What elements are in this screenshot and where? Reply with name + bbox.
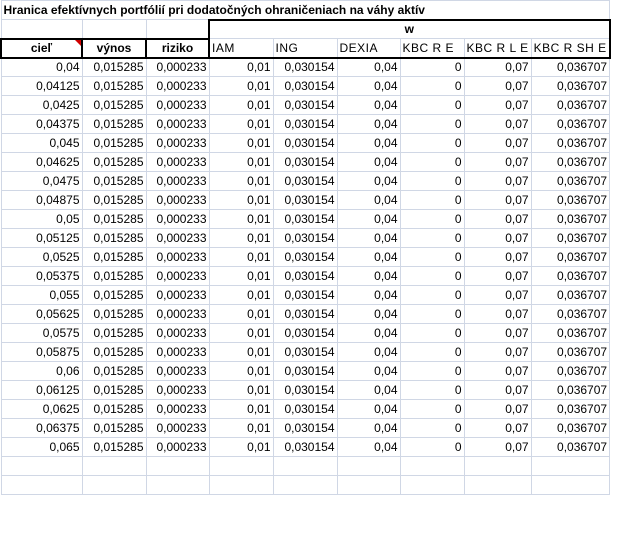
cell-kbc-rshe[interactable]: 0,036707: [531, 286, 610, 305]
cell-ciel[interactable]: 0,065: [1, 438, 82, 457]
cell-vynos[interactable]: 0,015285: [82, 229, 146, 248]
sheet-title[interactable]: Hranica efektívnych portfólií pri dodatočných ohraničeniach na váhy aktív: [1, 1, 610, 20]
cell-kbc-rle[interactable]: 0,07: [464, 248, 531, 267]
cell-dexia[interactable]: 0,04: [337, 153, 400, 172]
table-row: [1, 267, 610, 286]
cell-iam[interactable]: 0,01: [209, 229, 273, 248]
cell-kbc-rshe[interactable]: 0,036707: [531, 324, 610, 343]
cell-ciel[interactable]: 0,06: [1, 362, 82, 381]
header-asset-ing[interactable]: ING: [273, 39, 337, 58]
cell-riziko[interactable]: 0,000233: [146, 305, 209, 324]
cell-iam[interactable]: 0,01: [209, 381, 273, 400]
title-row: [1, 1, 610, 20]
cell-kbc-rshe[interactable]: 0,036707: [531, 210, 610, 229]
cell-ciel[interactable]: 0,06125: [1, 381, 82, 400]
cell-kbc-re[interactable]: 0: [400, 96, 464, 115]
cell-dexia[interactable]: 0,04: [337, 248, 400, 267]
cell-kbc-rle[interactable]: 0,07: [464, 362, 531, 381]
cell-vynos[interactable]: 0,015285: [82, 324, 146, 343]
cell-vynos[interactable]: 0,015285: [82, 267, 146, 286]
cell-kbc-rle[interactable]: 0,07: [464, 191, 531, 210]
cell-riziko[interactable]: 0,000233: [146, 343, 209, 362]
cell-riziko[interactable]: 0,000233: [146, 115, 209, 134]
cell-iam[interactable]: 0,01: [209, 343, 273, 362]
cell-vynos[interactable]: 0,015285: [82, 286, 146, 305]
cell-kbc-rle[interactable]: 0,07: [464, 343, 531, 362]
cell-kbc-re[interactable]: 0: [400, 191, 464, 210]
cell-dexia[interactable]: 0,04: [337, 229, 400, 248]
table-row: [1, 210, 610, 229]
header-asset-kbc-rle[interactable]: KBC R L E: [464, 39, 531, 58]
weights-group-header[interactable]: w: [209, 20, 610, 39]
cell-kbc-rle[interactable]: 0,07: [464, 419, 531, 438]
cell-iam[interactable]: 0,01: [209, 134, 273, 153]
cell-kbc-re[interactable]: 0: [400, 115, 464, 134]
cell-riziko[interactable]: 0,000233: [146, 191, 209, 210]
cell-vynos[interactable]: 0,015285: [82, 115, 146, 134]
cell-kbc-rle[interactable]: 0,07: [464, 400, 531, 419]
cell-dexia[interactable]: 0,04: [337, 210, 400, 229]
cell-iam[interactable]: 0,01: [209, 248, 273, 267]
cell-dexia[interactable]: 0,04: [337, 324, 400, 343]
cell-vynos[interactable]: 0,015285: [82, 153, 146, 172]
cell-vynos[interactable]: 0,015285: [82, 438, 146, 457]
table-row: [1, 381, 610, 400]
cell-iam[interactable]: 0,01: [209, 77, 273, 96]
cell-riziko[interactable]: 0,000233: [146, 229, 209, 248]
cell-kbc-rshe[interactable]: 0,036707: [531, 305, 610, 324]
empty-cell[interactable]: [146, 20, 209, 39]
cell-vynos[interactable]: 0,015285: [82, 77, 146, 96]
cell-vynos[interactable]: 0,015285: [82, 419, 146, 438]
cell-kbc-rshe[interactable]: 0,036707: [531, 267, 610, 286]
cell-ing[interactable]: 0,030154: [273, 362, 337, 381]
cell-ciel[interactable]: 0,0525: [1, 248, 82, 267]
cell-dexia[interactable]: 0,04: [337, 419, 400, 438]
cell-ciel[interactable]: 0,05125: [1, 229, 82, 248]
header-riziko[interactable]: riziko: [146, 39, 209, 58]
cell-dexia[interactable]: 0,04: [337, 115, 400, 134]
cell-iam[interactable]: 0,01: [209, 153, 273, 172]
cell-riziko[interactable]: 0,000233: [146, 438, 209, 457]
cell-ciel[interactable]: 0,04625: [1, 153, 82, 172]
cell-kbc-rle[interactable]: 0,07: [464, 267, 531, 286]
cell-ing[interactable]: 0,030154: [273, 248, 337, 267]
cell-riziko[interactable]: 0,000233: [146, 96, 209, 115]
cell-iam[interactable]: 0,01: [209, 210, 273, 229]
empty-cell[interactable]: [82, 476, 146, 495]
cell-ciel[interactable]: 0,055: [1, 286, 82, 305]
empty-cell[interactable]: [337, 457, 400, 476]
cell-kbc-rle[interactable]: 0,07: [464, 210, 531, 229]
empty-cell[interactable]: [464, 476, 531, 495]
cell-ing[interactable]: 0,030154: [273, 172, 337, 191]
cell-ing[interactable]: 0,030154: [273, 191, 337, 210]
empty-cell[interactable]: [1, 457, 82, 476]
comment-indicator-icon[interactable]: [75, 40, 81, 46]
cell-kbc-rle[interactable]: 0,07: [464, 286, 531, 305]
cell-ciel[interactable]: 0,05: [1, 210, 82, 229]
table-row: [1, 153, 610, 172]
cell-ing[interactable]: 0,030154: [273, 419, 337, 438]
cell-dexia[interactable]: 0,04: [337, 191, 400, 210]
cell-vynos[interactable]: 0,015285: [82, 362, 146, 381]
cell-vynos[interactable]: 0,015285: [82, 210, 146, 229]
cell-dexia[interactable]: 0,04: [337, 362, 400, 381]
cell-kbc-re[interactable]: 0: [400, 58, 464, 77]
cell-ing[interactable]: 0,030154: [273, 58, 337, 77]
cell-dexia[interactable]: 0,04: [337, 305, 400, 324]
empty-cell[interactable]: [209, 476, 273, 495]
cell-riziko[interactable]: 0,000233: [146, 58, 209, 77]
empty-cell[interactable]: [273, 476, 337, 495]
cell-iam[interactable]: 0,01: [209, 324, 273, 343]
cell-kbc-re[interactable]: 0: [400, 248, 464, 267]
header-asset-dexia[interactable]: DEXIA: [337, 39, 400, 58]
table-row: [1, 248, 610, 267]
empty-row: [1, 476, 610, 495]
cell-kbc-re[interactable]: 0: [400, 153, 464, 172]
cell-dexia[interactable]: 0,04: [337, 134, 400, 153]
cell-kbc-rshe[interactable]: 0,036707: [531, 172, 610, 191]
cell-iam[interactable]: 0,01: [209, 305, 273, 324]
cell-kbc-re[interactable]: 0: [400, 134, 464, 153]
cell-kbc-rshe[interactable]: 0,036707: [531, 77, 610, 96]
cell-kbc-rshe[interactable]: 0,036707: [531, 58, 610, 77]
cell-vynos[interactable]: 0,015285: [82, 248, 146, 267]
cell-iam[interactable]: 0,01: [209, 172, 273, 191]
cell-kbc-re[interactable]: 0: [400, 343, 464, 362]
cell-ing[interactable]: 0,030154: [273, 115, 337, 134]
cell-kbc-rle[interactable]: 0,07: [464, 58, 531, 77]
cell-kbc-rshe[interactable]: 0,036707: [531, 248, 610, 267]
empty-cell[interactable]: [400, 457, 464, 476]
cell-ing[interactable]: 0,030154: [273, 153, 337, 172]
header-ciel-label: cieľ: [30, 41, 53, 55]
cell-dexia[interactable]: 0,04: [337, 381, 400, 400]
cell-kbc-re[interactable]: 0: [400, 172, 464, 191]
cell-ing[interactable]: 0,030154: [273, 77, 337, 96]
cell-ciel[interactable]: 0,04875: [1, 191, 82, 210]
cell-ciel[interactable]: 0,05875: [1, 343, 82, 362]
cell-ing[interactable]: 0,030154: [273, 305, 337, 324]
table-row: [1, 343, 610, 362]
cell-iam[interactable]: 0,01: [209, 400, 273, 419]
cell-kbc-rle[interactable]: 0,07: [464, 172, 531, 191]
weights-header-row: [1, 20, 610, 39]
cell-kbc-rle[interactable]: 0,07: [464, 381, 531, 400]
cell-kbc-re[interactable]: 0: [400, 305, 464, 324]
cell-iam[interactable]: 0,01: [209, 362, 273, 381]
cell-kbc-rshe[interactable]: 0,036707: [531, 153, 610, 172]
cell-ing[interactable]: 0,030154: [273, 343, 337, 362]
cell-iam[interactable]: 0,01: [209, 419, 273, 438]
cell-kbc-re[interactable]: 0: [400, 267, 464, 286]
empty-cell[interactable]: [82, 457, 146, 476]
table-row: [1, 286, 610, 305]
cell-kbc-rle[interactable]: 0,07: [464, 115, 531, 134]
cell-riziko[interactable]: 0,000233: [146, 419, 209, 438]
cell-riziko[interactable]: 0,000233: [146, 248, 209, 267]
cell-iam[interactable]: 0,01: [209, 96, 273, 115]
empty-cell[interactable]: [1, 476, 82, 495]
cell-dexia[interactable]: 0,04: [337, 343, 400, 362]
cell-dexia[interactable]: 0,04: [337, 77, 400, 96]
cell-kbc-rshe[interactable]: 0,036707: [531, 381, 610, 400]
cell-ing[interactable]: 0,030154: [273, 229, 337, 248]
cell-kbc-rshe[interactable]: 0,036707: [531, 362, 610, 381]
cell-iam[interactable]: 0,01: [209, 115, 273, 134]
cell-ciel[interactable]: 0,04: [1, 58, 82, 77]
cell-kbc-rle[interactable]: 0,07: [464, 438, 531, 457]
empty-cell[interactable]: [209, 457, 273, 476]
cell-kbc-rle[interactable]: 0,07: [464, 134, 531, 153]
table-row: [1, 438, 610, 457]
table-row: [1, 134, 610, 153]
cell-iam[interactable]: 0,01: [209, 191, 273, 210]
empty-cell[interactable]: [531, 476, 610, 495]
cell-ing[interactable]: 0,030154: [273, 324, 337, 343]
cell-iam[interactable]: 0,01: [209, 267, 273, 286]
cell-kbc-re[interactable]: 0: [400, 229, 464, 248]
cell-kbc-re[interactable]: 0: [400, 438, 464, 457]
table-row: [1, 324, 610, 343]
cell-kbc-re[interactable]: 0: [400, 362, 464, 381]
cell-ciel[interactable]: 0,05375: [1, 267, 82, 286]
cell-kbc-rshe[interactable]: 0,036707: [531, 343, 610, 362]
table-row: [1, 96, 610, 115]
table-row: [1, 362, 610, 381]
empty-cell[interactable]: [400, 476, 464, 495]
cell-vynos[interactable]: 0,015285: [82, 58, 146, 77]
empty-cell[interactable]: [531, 457, 610, 476]
cell-riziko[interactable]: 0,000233: [146, 267, 209, 286]
cell-ing[interactable]: 0,030154: [273, 286, 337, 305]
cell-kbc-re[interactable]: 0: [400, 381, 464, 400]
cell-kbc-rle[interactable]: 0,07: [464, 153, 531, 172]
cell-kbc-re[interactable]: 0: [400, 77, 464, 96]
empty-cell[interactable]: [1, 20, 82, 39]
cell-ing[interactable]: 0,030154: [273, 96, 337, 115]
cell-vynos[interactable]: 0,015285: [82, 96, 146, 115]
empty-cell[interactable]: [464, 457, 531, 476]
cell-dexia[interactable]: 0,04: [337, 400, 400, 419]
cell-ciel[interactable]: 0,05625: [1, 305, 82, 324]
cell-riziko[interactable]: 0,000233: [146, 324, 209, 343]
cell-vynos[interactable]: 0,015285: [82, 172, 146, 191]
cell-kbc-re[interactable]: 0: [400, 400, 464, 419]
table-row: [1, 172, 610, 191]
cell-vynos[interactable]: 0,015285: [82, 381, 146, 400]
cell-dexia[interactable]: 0,04: [337, 438, 400, 457]
header-asset-kbc-re[interactable]: KBC R E: [400, 39, 464, 58]
cell-ciel[interactable]: 0,0575: [1, 324, 82, 343]
cell-ing[interactable]: 0,030154: [273, 267, 337, 286]
empty-cell[interactable]: [146, 457, 209, 476]
empty-cell[interactable]: [82, 20, 146, 39]
table-row: [1, 400, 610, 419]
table-row: [1, 229, 610, 248]
cell-kbc-rshe[interactable]: 0,036707: [531, 191, 610, 210]
cell-kbc-rshe[interactable]: 0,036707: [531, 96, 610, 115]
header-asset-iam[interactable]: IAM: [209, 39, 273, 58]
table-row: [1, 58, 610, 77]
cell-riziko[interactable]: 0,000233: [146, 286, 209, 305]
cell-riziko[interactable]: 0,000233: [146, 134, 209, 153]
cell-iam[interactable]: 0,01: [209, 438, 273, 457]
cell-kbc-rshe[interactable]: 0,036707: [531, 134, 610, 153]
table-row: [1, 115, 610, 134]
cell-vynos[interactable]: 0,015285: [82, 343, 146, 362]
header-ciel[interactable]: [1, 39, 82, 58]
cell-riziko[interactable]: 0,000233: [146, 362, 209, 381]
cell-kbc-rle[interactable]: 0,07: [464, 229, 531, 248]
table-row: [1, 419, 610, 438]
cell-ing[interactable]: 0,030154: [273, 210, 337, 229]
cell-kbc-rle[interactable]: 0,07: [464, 96, 531, 115]
cell-kbc-rshe[interactable]: 0,036707: [531, 438, 610, 457]
cell-ciel[interactable]: 0,04125: [1, 77, 82, 96]
empty-cell[interactable]: [273, 457, 337, 476]
cell-kbc-re[interactable]: 0: [400, 419, 464, 438]
cell-ing[interactable]: 0,030154: [273, 134, 337, 153]
table-row: [1, 305, 610, 324]
cell-kbc-rshe[interactable]: 0,036707: [531, 400, 610, 419]
cell-iam[interactable]: 0,01: [209, 58, 273, 77]
cell-kbc-rle[interactable]: 0,07: [464, 324, 531, 343]
header-asset-kbc-rshe[interactable]: KBC R SH E: [531, 39, 610, 58]
empty-cell[interactable]: [337, 476, 400, 495]
cell-dexia[interactable]: 0,04: [337, 286, 400, 305]
cell-ciel[interactable]: 0,04375: [1, 115, 82, 134]
cell-dexia[interactable]: 0,04: [337, 58, 400, 77]
cell-kbc-re[interactable]: 0: [400, 324, 464, 343]
cell-dexia[interactable]: 0,04: [337, 267, 400, 286]
cell-kbc-re[interactable]: 0: [400, 210, 464, 229]
cell-kbc-rshe[interactable]: 0,036707: [531, 229, 610, 248]
cell-kbc-rle[interactable]: 0,07: [464, 305, 531, 324]
header-vynos[interactable]: výnos: [82, 39, 146, 58]
cell-vynos[interactable]: 0,015285: [82, 305, 146, 324]
cell-ing[interactable]: 0,030154: [273, 438, 337, 457]
cell-kbc-re[interactable]: 0: [400, 286, 464, 305]
cell-riziko[interactable]: 0,000233: [146, 381, 209, 400]
table-row: [1, 77, 610, 96]
cell-riziko[interactable]: 0,000233: [146, 400, 209, 419]
cell-riziko[interactable]: 0,000233: [146, 172, 209, 191]
cell-kbc-rshe[interactable]: 0,036707: [531, 115, 610, 134]
cell-dexia[interactable]: 0,04: [337, 172, 400, 191]
cell-riziko[interactable]: 0,000233: [146, 77, 209, 96]
cell-ing[interactable]: 0,030154: [273, 381, 337, 400]
cell-ing[interactable]: 0,030154: [273, 400, 337, 419]
cell-vynos[interactable]: 0,015285: [82, 191, 146, 210]
table-row: [1, 191, 610, 210]
cell-kbc-rshe[interactable]: 0,036707: [531, 419, 610, 438]
cell-ciel[interactable]: 0,0475: [1, 172, 82, 191]
cell-ciel[interactable]: 0,06375: [1, 419, 82, 438]
cell-ciel[interactable]: 0,0425: [1, 96, 82, 115]
cell-ciel[interactable]: 0,0625: [1, 400, 82, 419]
empty-cell[interactable]: [146, 476, 209, 495]
cell-vynos[interactable]: 0,015285: [82, 400, 146, 419]
empty-row: [1, 457, 610, 476]
cell-riziko[interactable]: 0,000233: [146, 153, 209, 172]
cell-riziko[interactable]: 0,000233: [146, 210, 209, 229]
cell-dexia[interactable]: 0,04: [337, 96, 400, 115]
cell-iam[interactable]: 0,01: [209, 286, 273, 305]
column-header-row: [1, 39, 610, 58]
cell-ciel[interactable]: 0,045: [1, 134, 82, 153]
cell-vynos[interactable]: 0,015285: [82, 134, 146, 153]
cell-kbc-rle[interactable]: 0,07: [464, 77, 531, 96]
